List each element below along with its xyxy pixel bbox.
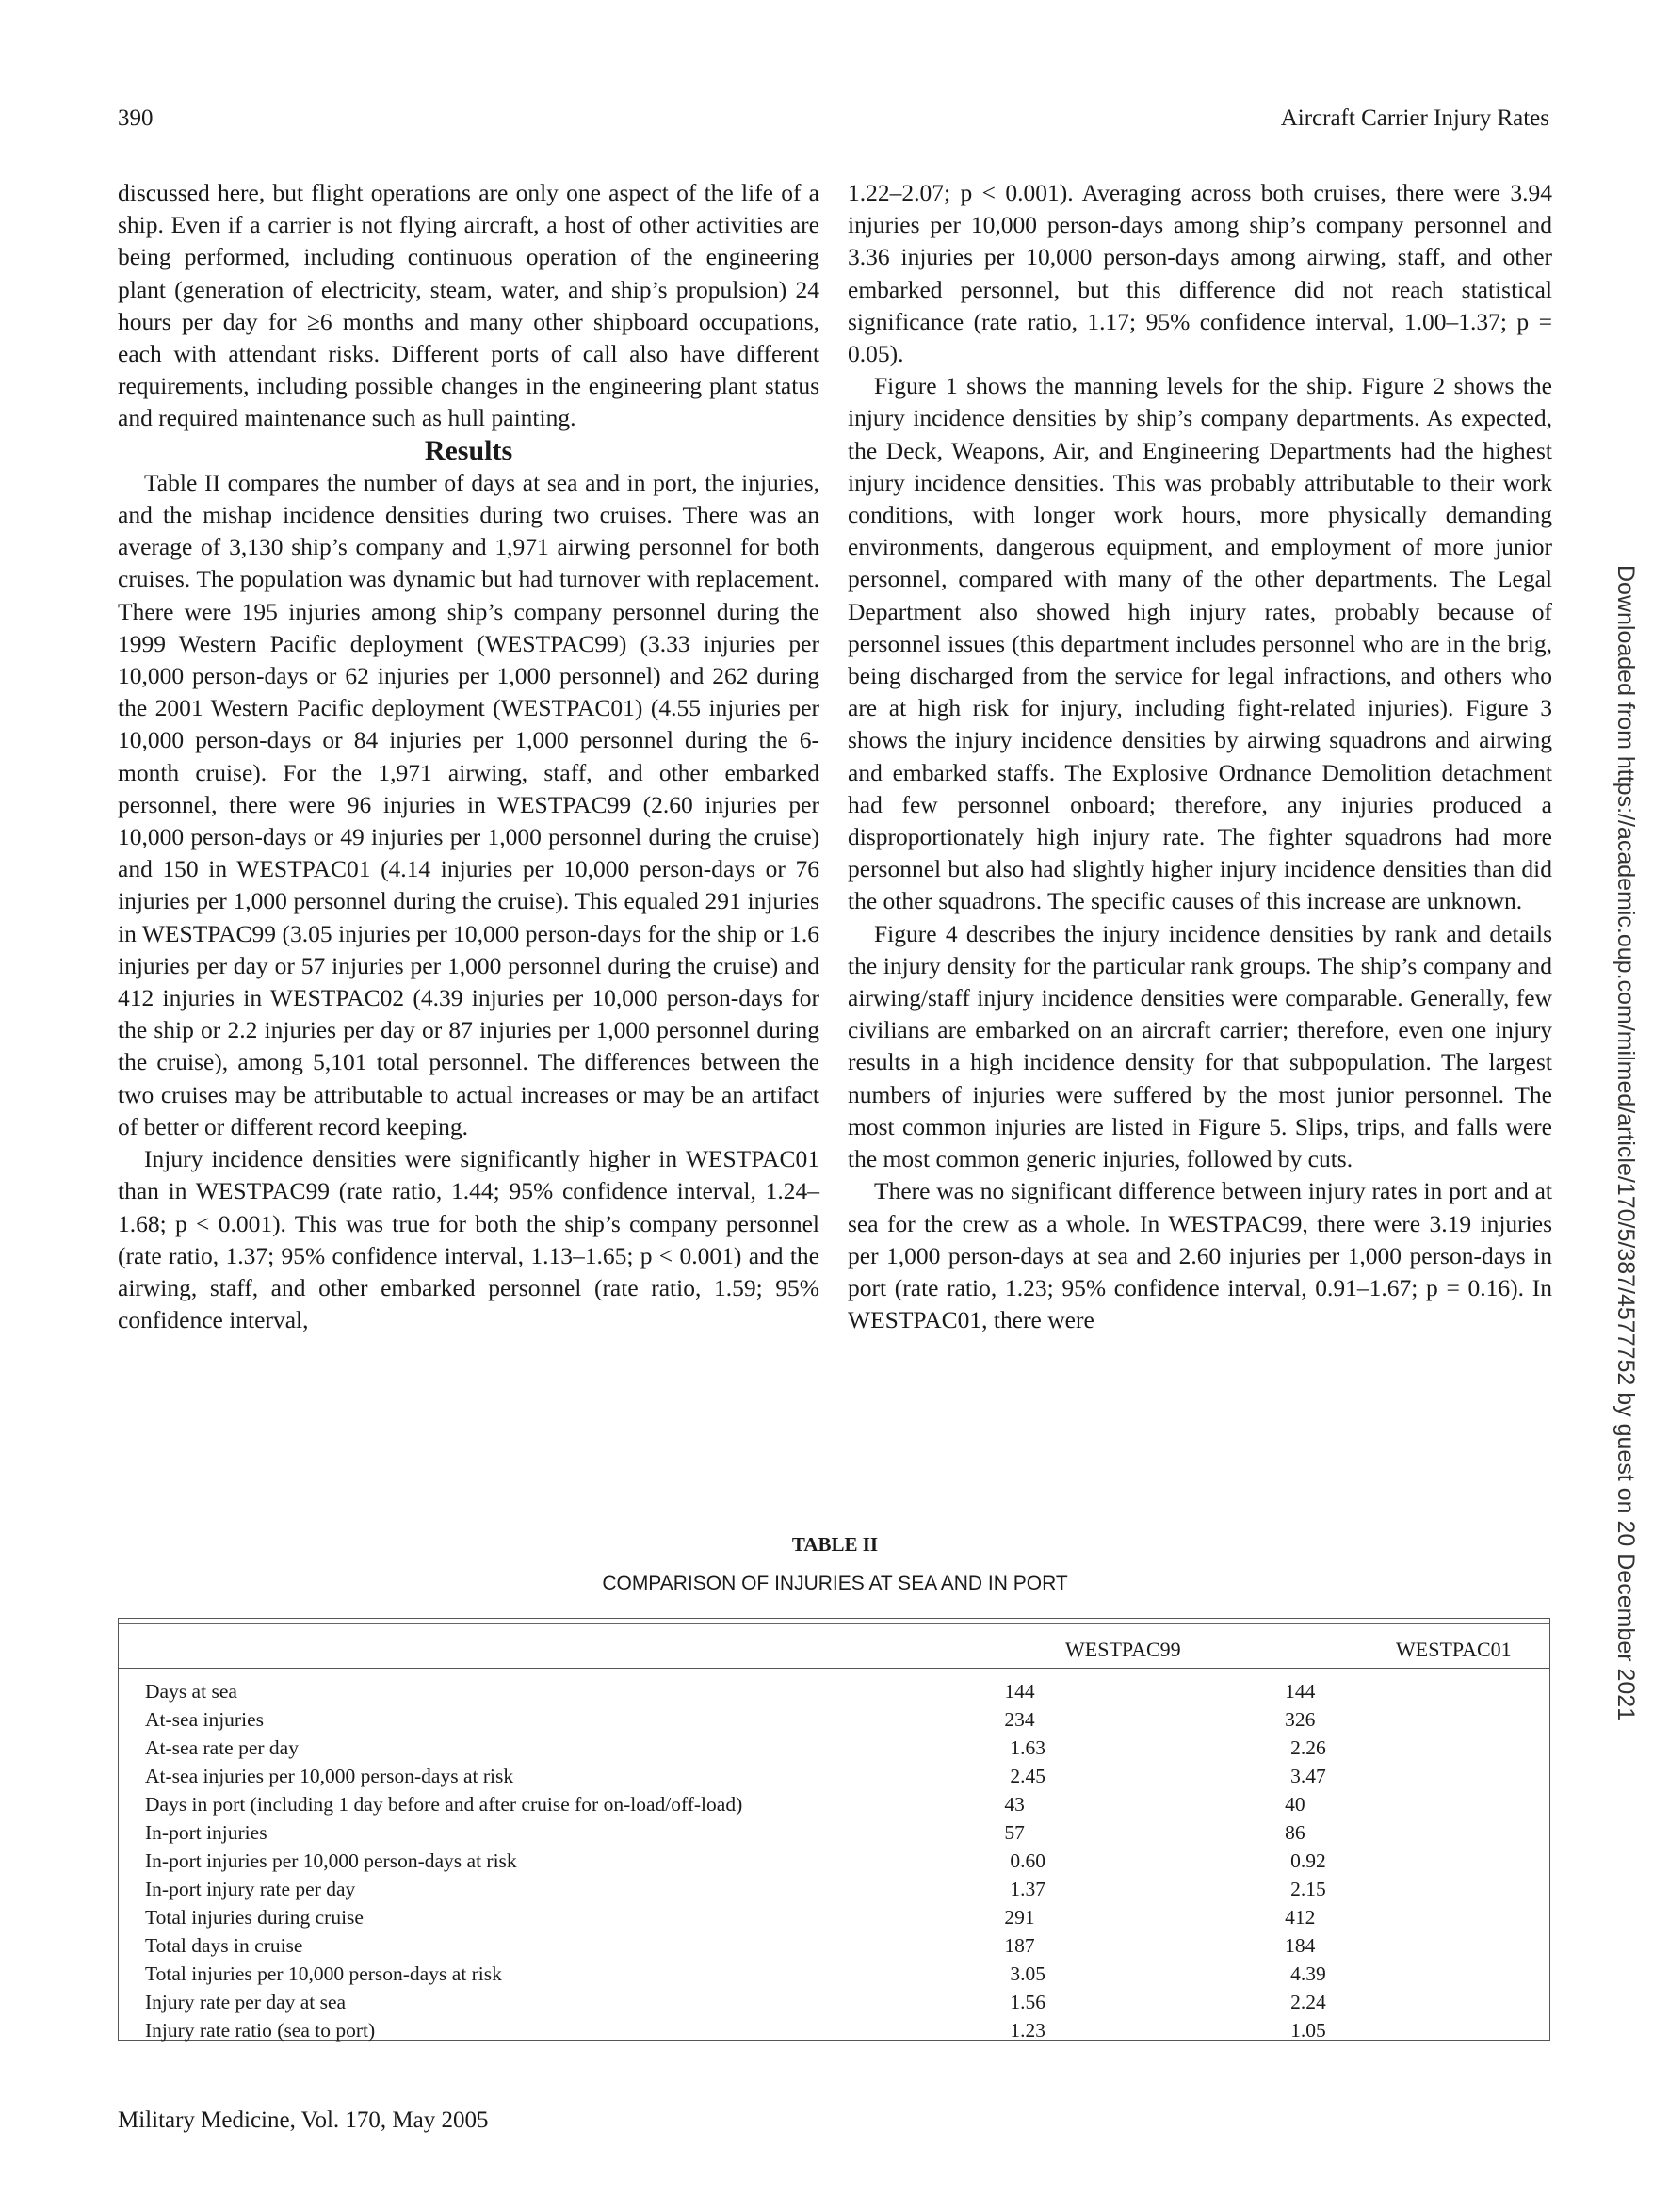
westpac99-value: 2.45: [1010, 1765, 1045, 1787]
column-header-westpac99: WESTPAC99: [1065, 1638, 1181, 1661]
table-row: [119, 1875, 1549, 1903]
paragraph: Table II compares the number of days at sea and in port, the injuries, and the mishap incidence densities during two cruises. There was an average of 3,130 ship’s company and 1,971 airwing personnel for both cruises. The population was dynamic but had turnover with replacement. There were 195 injuries among ship’s company personnel during the 1999 Western Pacific deployment (WESTPAC99) (3.33 injuries per 10,000 person-days or 62 injuries per 1,000 personnel) and 262 during the 2001 Western Pacific deployment (WESTPAC01) (4.55 injuries per 10,000 person-days or 84 injuries per 1,000 personnel during the 6-month cruise). For the 1,971 airwing, staff, and other embarked personnel, there were 96 injuries in WESTPAC99 (2.60 injuries per 10,000 person-days or 49 injuries per 1,000 personnel during the cruise) and 150 in WESTPAC01 (4.14 injuries per 10,000 person-days or 76 injuries per 1,000 personnel during the cruise). This equaled 291 injuries in WESTPAC99 (3.05 injuries per 10,000 person-days for the ship or 1.6 injuries per day or 57 injuries per 1,000 personnel during the cruise) and 412 injuries in WESTPAC02 (4.39 injuries per 10,000 person-days for the ship or 2.2 injuries per day or 87 injuries per 1,000 personnel during the cruise), among 5,101 total personnel. The differences between the two cruises may be attributable to actual increases or may be an artifact of better or different record keeping.: [118, 468, 819, 1140]
westpac99-value: 43: [1004, 1793, 1025, 1816]
table-row: [119, 1677, 1549, 1705]
table-row: [119, 1931, 1549, 1960]
westpac01-value: 2.15: [1290, 1878, 1326, 1900]
table-row: [119, 1762, 1549, 1790]
row-label: Total injuries during cruise: [145, 1906, 364, 1929]
westpac01-value: 40: [1285, 1793, 1305, 1816]
table-row: [119, 1847, 1549, 1875]
westpac99-value: 0.60: [1010, 1849, 1045, 1872]
column-header-westpac01: WESTPAC01: [1396, 1638, 1512, 1661]
section-heading: Results: [424, 434, 513, 466]
download-note[interactable]: Downloaded from https://academic.oup.com/milmed/article/170/5/387/4577752 by guest on 20 December 2021: [1612, 565, 1639, 1721]
row-label: Days at sea: [145, 1680, 237, 1703]
row-label: At-sea rate per day: [145, 1736, 299, 1759]
running-title: Aircraft Carrier Injury Rates: [1280, 105, 1549, 131]
right-column: [848, 177, 1552, 1336]
westpac01-value: 2.26: [1290, 1736, 1326, 1759]
row-label: Injury rate ratio (sea to port): [145, 2019, 376, 2042]
table-rule: [119, 1668, 1549, 1669]
paragraph: Injury incidence densities were significantly higher in WESTPAC01 than in WESTPAC99 (rate ratio, 1.44; 95% confidence interval, 1.24–1.68; p < 0.001). This was true for both the ship’s company personnel (rate ratio, 1.37; 95% confidence interval, 1.13–1.65; p < 0.001) and the airwing, staff, and other embarked personnel (rate ratio, 1.59; 95% confidence interval,: [118, 1145, 819, 1334]
paragraph: Figure 1 shows the manning levels for the ship. Figure 2 shows the injury incidence densities by ship’s company departments. As expected, the Deck, Weapons, Air, and Engineering Departments had the highest injury incidence densities. This was probably attributable to their work conditions, with longer work hours, more physically demanding environments, dangerous equipment, and employment of more junior personnel, compared with many of the other departments. The Legal Department also showed high injury rates, probably because of personnel issues (this department includes personnel who are in the brig, being discharged from the service for legal infractions, and others who are at high risk for injury, including fight-related injuries). Figure 3 shows the injury incidence densities by airwing squadrons and airwing and embarked staffs. The Explosive Ordnance Demolition detachment had few personnel onboard; therefore, any injuries produced a disproportionately high injury rate. The fighter squadrons had more personnel but also had slightly higher injury incidence densities than did the other squadrons. The specific causes of this increase are unknown.: [848, 372, 1552, 915]
row-label: In-port injury rate per day: [145, 1878, 356, 1900]
table-title: COMPARISON OF INJURIES AT SEA AND IN PORT: [602, 1573, 1068, 1594]
westpac01-value: 412: [1285, 1906, 1316, 1929]
westpac01-value: 0.92: [1290, 1849, 1326, 1872]
page-number: 390: [118, 105, 154, 131]
injury-comparison-table: [118, 1618, 1550, 2041]
table-row: [119, 2016, 1549, 2044]
westpac01-value: 326: [1285, 1708, 1316, 1731]
table-row: [119, 1960, 1549, 1988]
paragraph: Figure 4 describes the injury incidence densities by rank and details the injury density for the particular rank groups. The ship’s company and airwing/staff injury incidence densities were comparable. Generally, few civilians are embarked on an aircraft carrier; therefore, even one injury results in a high incidence density for that subpopulation. The largest numbers of injuries were suffered by the most junior personnel. The most common injuries are listed in Figure 5. Slips, trips, and falls were the most common generic injuries, followed by cuts.: [848, 919, 1552, 1173]
table-number: TABLE II: [791, 1533, 879, 1556]
westpac99-value: 144: [1004, 1680, 1035, 1703]
table-row: [119, 1734, 1549, 1762]
row-label: Total days in cruise: [145, 1934, 303, 1957]
table-row: [119, 1903, 1549, 1931]
westpac01-value: 144: [1285, 1680, 1316, 1703]
westpac99-value: 1.56: [1010, 1991, 1045, 2013]
row-label: Days in port (including 1 day before and after cruise for on-load/off-load): [145, 1793, 743, 1816]
download-watermark: [1609, 565, 1646, 1721]
westpac99-value: 3.05: [1010, 1962, 1045, 1985]
row-label: In-port injuries: [145, 1821, 267, 1844]
row-label: In-port injuries per 10,000 person-days at risk: [145, 1849, 517, 1872]
westpac01-value: 3.47: [1290, 1765, 1326, 1787]
paragraph: discussed here, but flight operations are only one aspect of the life of a ship. Even if a carrier is not flying aircraft, a host of other activities are being performed, including continuous operation of the engineering plant (generation of electricity, steam, water, and ship’s propulsion) 24 hours per day for ≥6 months and many other shipboard occupations, each with attendant risks. Different ports of call also have different requirements, including possible changes in the engineering plant status and required maintenance such as hull painting.: [118, 179, 819, 432]
table-rule: [119, 1623, 1549, 1624]
left-column: [118, 177, 819, 1336]
table-row: [119, 1705, 1549, 1734]
westpac99-value: 291: [1004, 1906, 1035, 1929]
row-label: Injury rate per day at sea: [145, 1991, 347, 2013]
westpac01-value: 1.05: [1290, 2019, 1326, 2042]
westpac99-value: 1.37: [1010, 1878, 1045, 1900]
westpac01-value: 184: [1285, 1934, 1316, 1957]
row-label: Total injuries per 10,000 person-days at risk: [145, 1962, 502, 1985]
westpac99-value: 187: [1004, 1934, 1035, 1957]
row-label: At-sea injuries: [145, 1708, 264, 1731]
table-row: [119, 1988, 1549, 2016]
paragraph: There was no significant difference between injury rates in port and at sea for the crew as a whole. In WESTPAC99, there were 3.19 injuries per 1,000 person-days at sea and 2.60 injuries per 1,000 person-days in port (rate ratio, 1.23; 95% confidence interval, 0.91–1.67; p = 0.16). In WESTPAC01, there were: [848, 1177, 1552, 1334]
westpac01-value: 4.39: [1290, 1962, 1326, 1985]
westpac01-value: 2.24: [1290, 1991, 1326, 2013]
westpac99-value: 57: [1004, 1821, 1025, 1844]
westpac99-value: 234: [1004, 1708, 1035, 1731]
westpac01-value: 86: [1285, 1821, 1305, 1844]
row-label: At-sea injuries per 10,000 person-days at risk: [145, 1765, 514, 1787]
westpac99-value: 1.63: [1010, 1736, 1045, 1759]
westpac99-value: 1.23: [1010, 2019, 1045, 2042]
table-body: [119, 1677, 1549, 2044]
table-row: [119, 1790, 1549, 1818]
paragraph: 1.22–2.07; p < 0.001). Averaging across both cruises, there were 3.94 injuries per 10,000 person-days among ship’s company personnel and 3.36 injuries per 10,000 person-days among airwing, staff, and other embarked personnel, but this difference did not reach statistical significance (rate ratio, 1.17; 95% confidence interval, 1.00–1.37; p = 0.05).: [848, 179, 1552, 368]
table-row: [119, 1818, 1549, 1847]
journal-citation: Military Medicine, Vol. 170, May 2005: [118, 2107, 489, 2133]
